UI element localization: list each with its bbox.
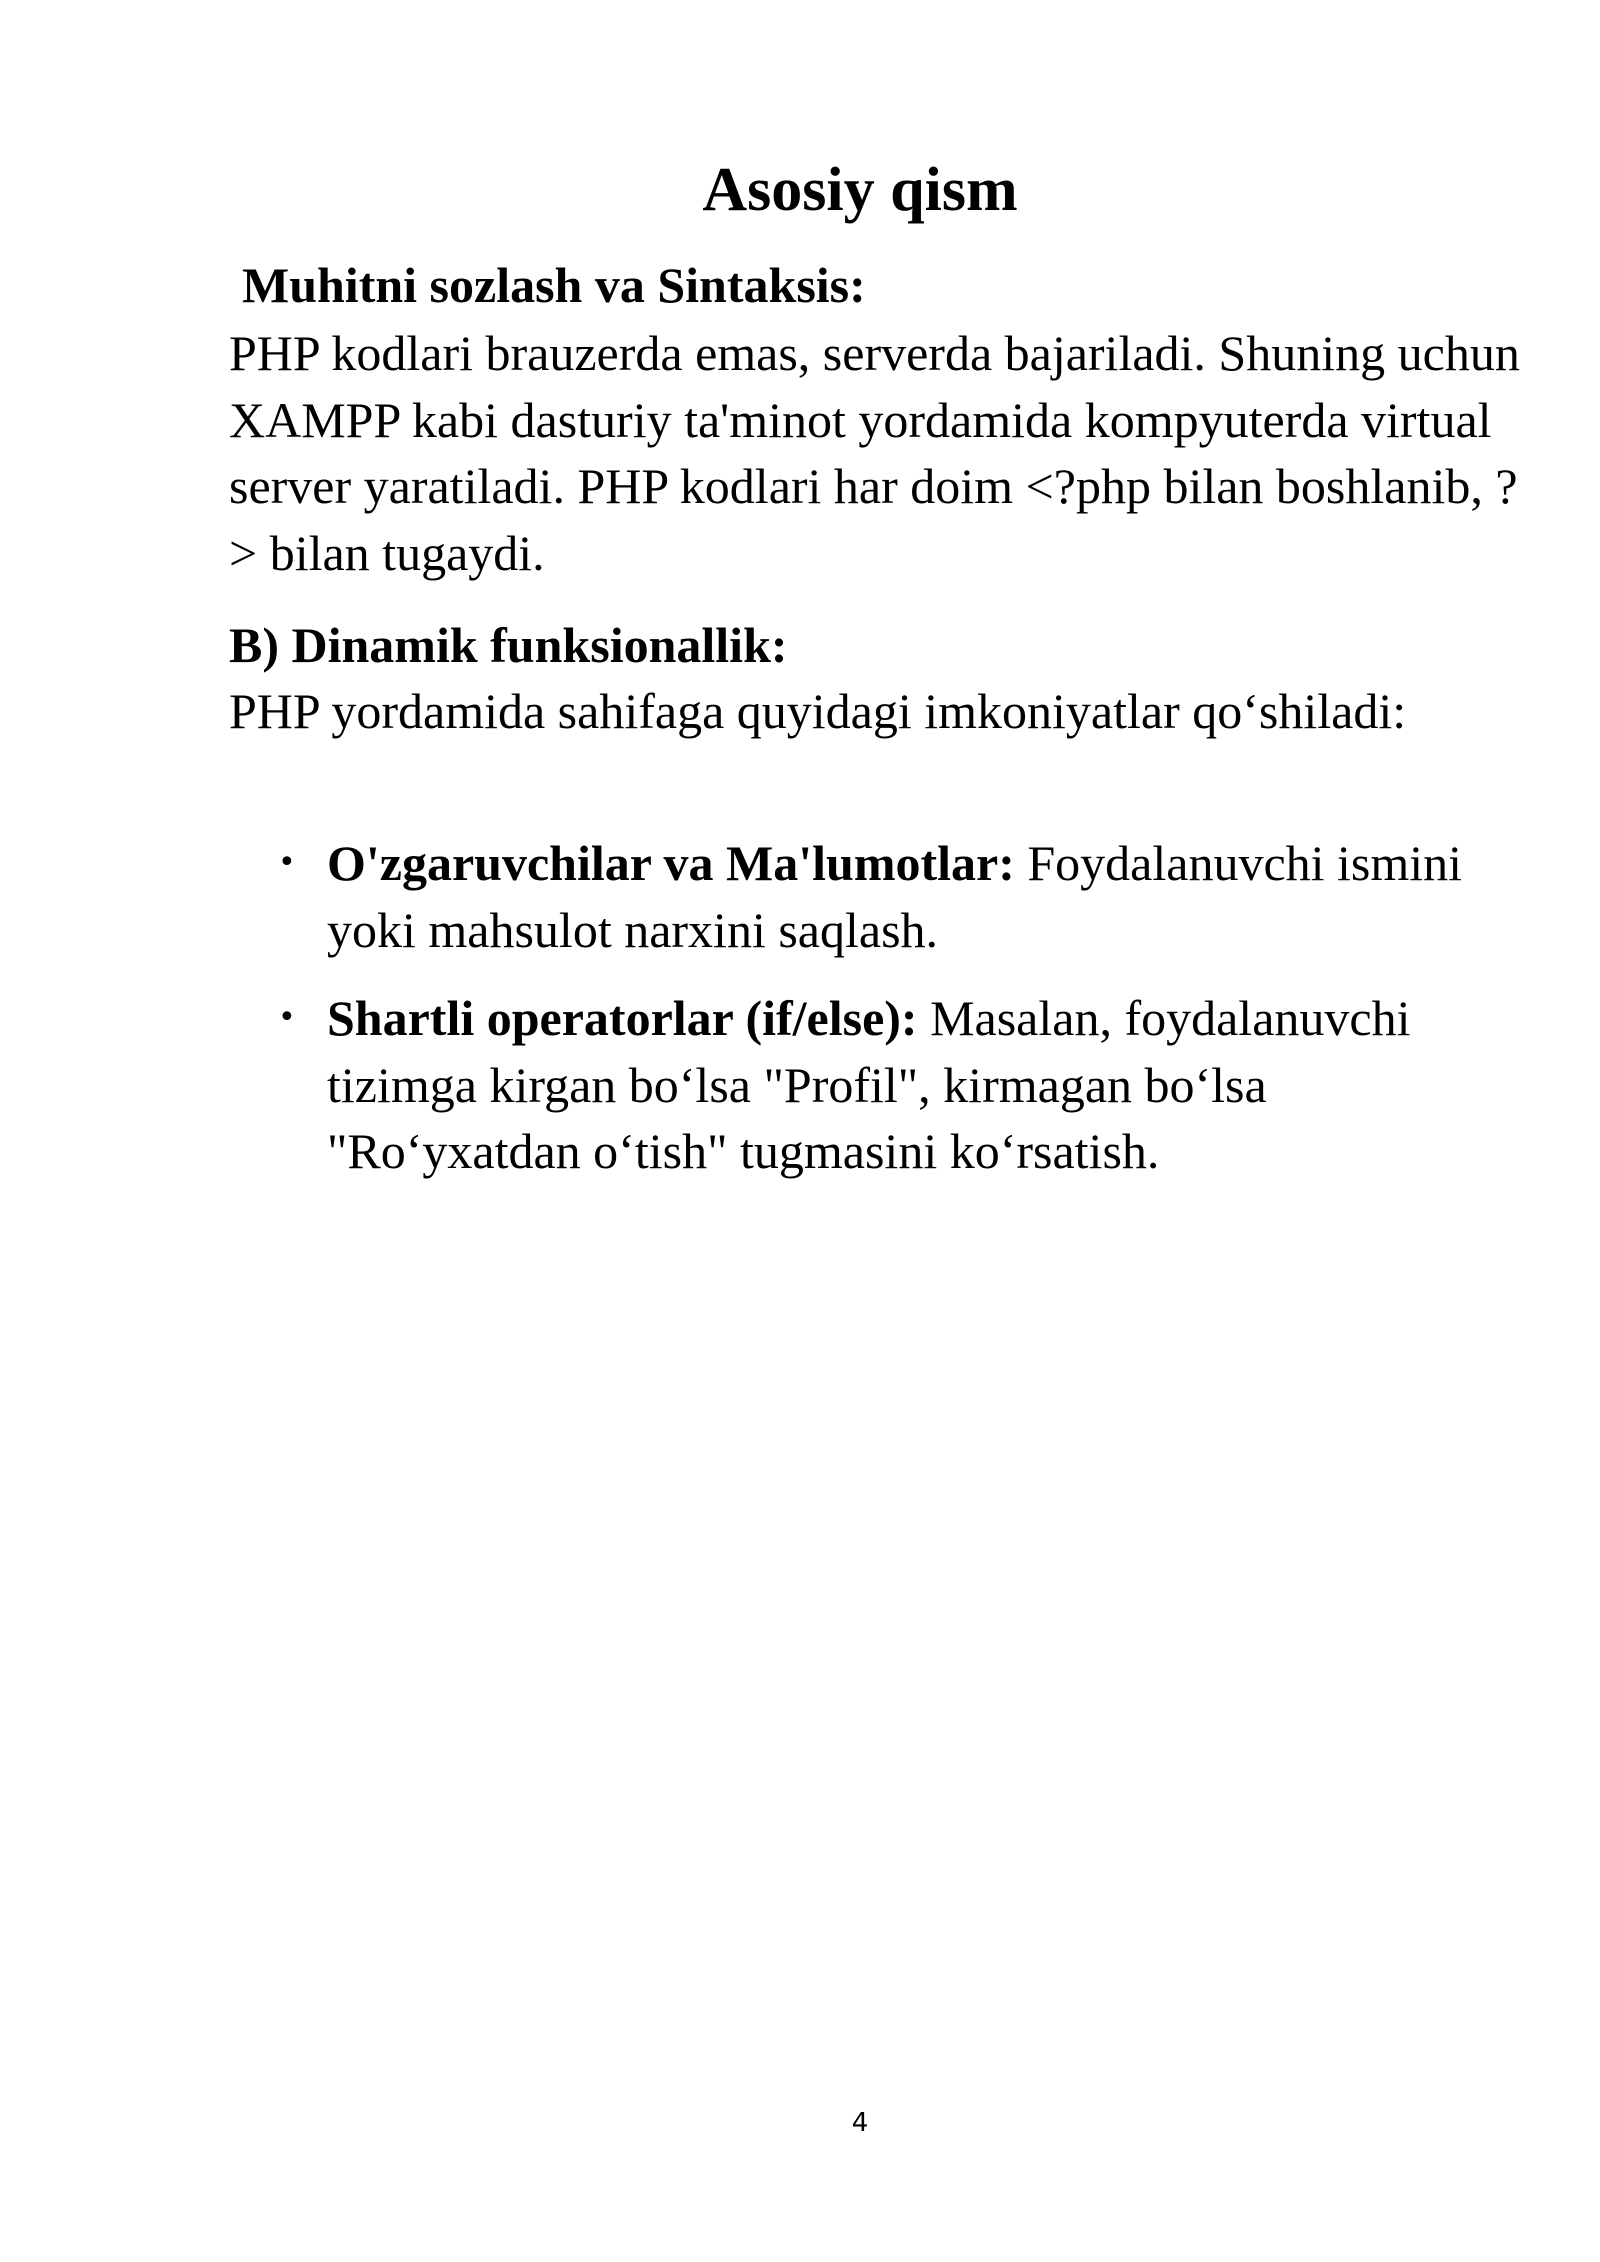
bullet-icon: •: [278, 1000, 296, 1035]
list-item: [0, 830, 1507, 963]
paragraph-environment: PHP kodlari brauzerda emas, serverda bajariladi. Shuning uchun XAMPP kabi dasturiy ta'minot yordamida kompyuterda virtual server yaratiladi. PHP kodlari har doim <?php bilan boshlanib, ?> bilan tugaydi.: [229, 325, 1520, 581]
bullet-text: Masalan, foydalanuvchi tizimga kirgan bo‘lsa "Profil", kirmagan bo‘lsa "Ro‘yxatdan o‘tish" tugmasini ko‘rsatish.: [327, 990, 1411, 1179]
bullet-label: O'zgaruvchilar va Ma'lumotlar:: [327, 835, 1015, 891]
section-heading-dynamic: B) Dinamik funksionallik:: [229, 617, 788, 673]
section-heading-environment: Muhitni sozlash va Sintaksis:: [242, 257, 866, 313]
bullet-label: Shartli operatorlar (if/else):: [327, 990, 918, 1046]
bullet-text: Foydalanuvchi ismini yoki mahsulot narxini saqlash.: [327, 835, 1463, 958]
bullet-icon: •: [278, 845, 296, 880]
page-title: Asosiy qism: [702, 156, 1018, 224]
paragraph-dynamic: PHP yordamida sahifaga quyidagi imkoniyatlar qo‘shiladi:: [229, 683, 1407, 739]
page-number: 4: [851, 2108, 869, 2138]
bullet-list: [0, 830, 1600, 1207]
list-item: [0, 985, 1507, 1185]
